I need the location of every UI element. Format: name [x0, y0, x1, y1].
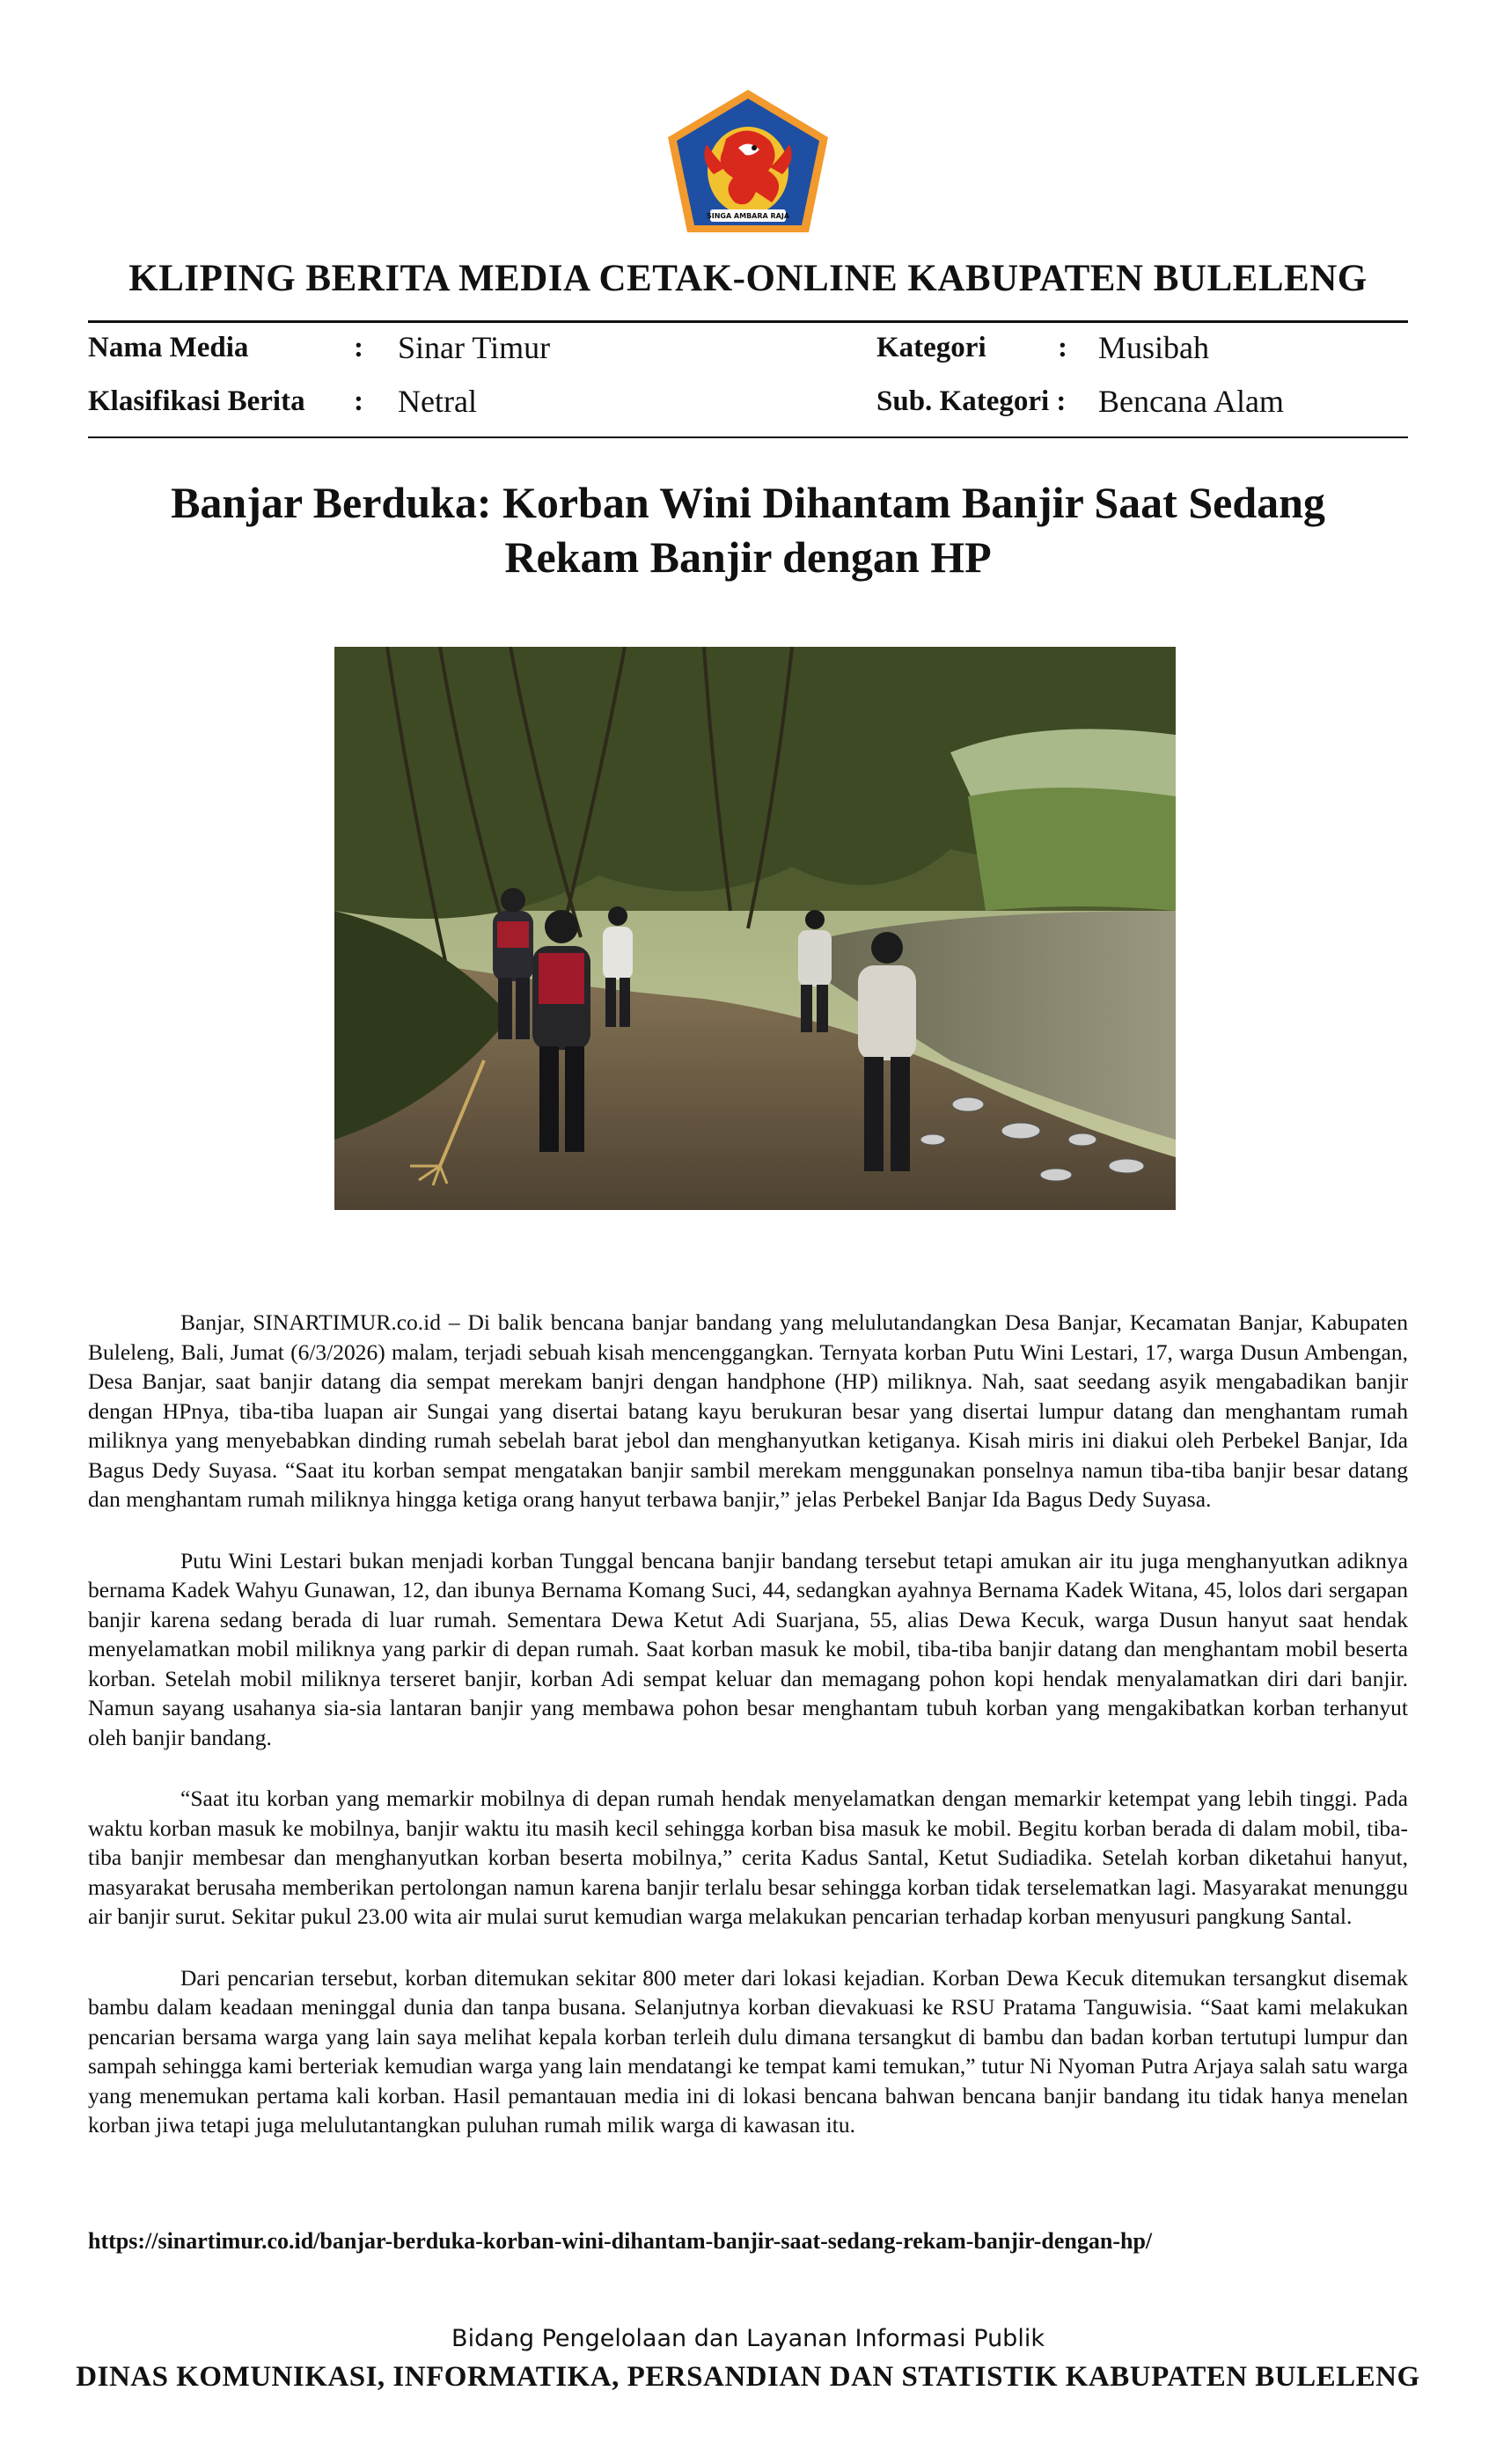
footer-title: DINAS KOMUNIKASI, INFORMATIKA, PERSANDIAN DAN STATISTIK KABUPATEN BULELENG [76, 2361, 1420, 2393]
article-paragraph: Banjar, SINARTIMUR.co.id – Di balik bencana banjar bandang yang melulutandangkan Desa Banjar, Kecamatan Banjar, Kabupaten Buleleng, Bali, Jumat (6/3/2026) malam, terjadi sebuah kisah mencenggangkan. Ternyata korban Putu Wini Lestari, 17, warga Dusun Ambengan, Desa Banjar, saat banjir datang dia sempat merekam banjri dengan handphone (HP) miliknya. Nah, saat seedang asyik mengabadikan banjir dengan HPnya, tiba-tiba luapan air Sungai yang disertai batang kayu berukuran besar yang disertai lumpur datang dan menghantam rumah miliknya yang menyebabkan dinding rumah sebelah barat jebol dan menghanyutkan ketiganya. Kisah miris ini diakui oleh Perbekel Banjar, Ida Bagus Dedy Suyasa. “Saat itu korban sempat mengatakan banjir sambil merekam menggunakan ponselnya namun tiba-tiba banjir besar datang dan menghantam rumah miliknya hingga ketiga orang hanyut terbawa banjir,” jelas Perbekel Banjar Ida Bagus Dedy Suyasa. [88, 1309, 1408, 1512]
category-colon: : [1058, 332, 1067, 363]
logo-motto: SINGA AMBARA RAJA [706, 212, 790, 220]
article-body [88, 1308, 1408, 2172]
header-divider-top [88, 320, 1408, 323]
category-value: Musibah [1098, 330, 1209, 365]
article-paragraph: Putu Wini Lestari bukan menjadi korban Tunggal bencana banjir bandang tersebut tetapi amukan air itu juga menghanyutkan adiknya bernama Kadek Wahyu Gunawan, 12, dan ibunya Bernama Komang Suci, 44, sedangkan ayahnya Bernama Kadek Witana, 45, lolos dari sergapan banjir karena sedang berada di luar rumah. Sementara Dewa Ketut Adi Suarjana, 55, alias Dewa Kecuk, warga Dusun hanyut saat hendak menyelamatkan mobil miliknya yang parkir di depan rumah. Saat korban masuk ke mobil, tiba-tiba banjir datang dan menghantam mobil beserta korban. Setelah mobil miliknya terseret banjir, korban Adi sempat keluar dan memagang pohon kopi hendak menyalamatkan diri dari banjir. Namun sayang usahanya sia-sia lantaran banjir yang membawa pohon besar menghantam tubuh korban yang mengakibatkan korban terhanyut oleh banjir bandang. [88, 1547, 1408, 1750]
header-divider-bottom [88, 436, 1408, 438]
media-name-label: Nama Media [88, 332, 249, 363]
subcategory-label: Sub. Kategori : [876, 385, 1067, 417]
article-paragraph: “Saat itu korban yang memarkir mobilnya di depan rumah hendak menyelamatkan dengan memarkir ketempat yang lebih tinggi. Pada waktu korban masuk ke mobilnya, banjir waktu itu masih kecil sehingga korban bisa masuk ke mobil. Begitu korban berada di dalam mobil, tiba-tiba banjir membesar dan menghanyutkan korban beserta mobilnya,” cerita Kadus Santal, Ketut Sudiadika. Setelah korban diketahui hanyut, masyarakat berusaha memberikan pertolongan namun karena banjir terlalu besar sehingga korban tidak terselematkan lagi. Masyarakat menunggu air banjir surut. Sekitar pukul 23.00 wita air mulai surut kemudian warga melakukan pencarian terhadap korban menyusuri pangkung Santal. [88, 1786, 1408, 1929]
media-name-value: Sinar Timur [398, 330, 551, 365]
media-name-colon: : [354, 332, 363, 363]
buleleng-regency-crest-icon [664, 86, 832, 236]
subcategory-value: Bencana Alam [1098, 384, 1284, 419]
category-label: Kategori [876, 332, 986, 363]
headline-line-1: Banjar Berduka: Korban Wini Dihantam Banjir Saat Sedang [171, 478, 1325, 527]
footer-subtitle: Bidang Pengelolaan dan Layanan Informasi Publik [451, 2325, 1045, 2352]
news-photo-police-search-riverbank [334, 647, 1176, 1210]
classification-value: Netral [398, 384, 477, 419]
classification-label: Klasifikasi Berita [88, 385, 305, 417]
article-photo [334, 647, 1176, 1210]
article-paragraph: Dari pencarian tersebut, korban ditemukan sekitar 800 meter dari lokasi kejadian. Korban Dewa Kecuk ditemukan tersangkut disemak bambu dalam keadaan meninggal dunia dan tanpa busana. Selanjutnya korban dievakuasi ke RSU Pratama Tanguwisia. “Saat kami melakukan pencarian bersama warga yang lain saya melihat kepala korban terleih dulu dimana tersangkut di bambu dan badan korban tertutupi lumpur dan sampah sehingga kami berteriak kemudian warga yang lain mendatangi ke tempat kami temukan,” tutur Ni Nyoman Putra Arjaya salah satu warga yang menemukan pertama kali korban. Hasil pemantauan media ini di lokasi bencana bahwan bencana banjir bandang itu tidak hanya menelan korban jiwa tetapi juga melulutantangkan puluhan rumah milik warga di kawasan itu. [88, 1964, 1408, 2138]
headline-line-2: Rekam Banjir dengan HP [504, 532, 992, 582]
article-headline [132, 475, 1364, 584]
source-url-link[interactable]: https://sinartimur.co.id/banjar-berduka-korban-wini-dihantam-banjir-saat-sedang-rekam-banjir-dengan-hp/ [88, 2228, 1153, 2254]
clipping-header-title: KLIPING BERITA MEDIA CETAK-ONLINE KABUPATEN BULELENG [128, 258, 1368, 299]
classification-colon: : [354, 385, 363, 417]
